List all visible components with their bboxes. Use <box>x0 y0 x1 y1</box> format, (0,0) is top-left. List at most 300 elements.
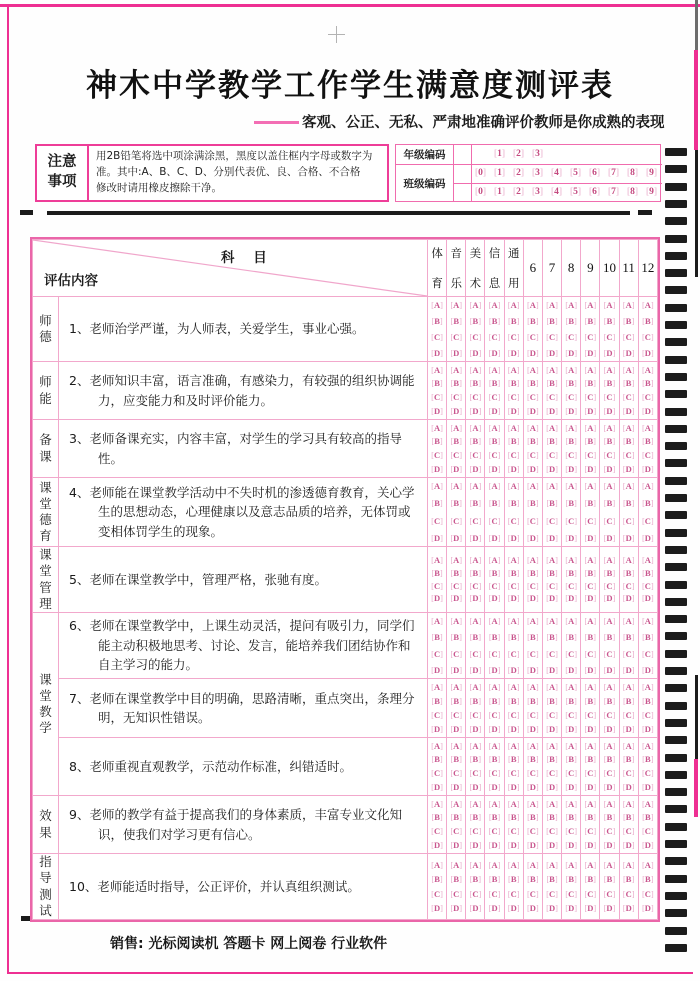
answer-bubble-A[interactable]: [A] <box>622 364 635 375</box>
answer-bubble-C[interactable]: [C] <box>565 768 578 779</box>
answer-bubble-A[interactable]: [A] <box>546 299 558 310</box>
answer-bubble-C[interactable]: [C] <box>546 515 558 526</box>
answer-bubble-B[interactable]: [B] <box>431 812 443 823</box>
answer-bubble-B[interactable]: [B] <box>584 695 596 706</box>
answer-bubble-C[interactable]: [C] <box>507 392 520 403</box>
class-code-bubble-4[interactable]: [ 4 ] <box>550 187 563 197</box>
answer-bubble-B[interactable]: [B] <box>527 378 539 389</box>
answer-bubble-B[interactable]: [B] <box>488 812 501 823</box>
answer-bubble-C[interactable]: [C] <box>526 515 539 526</box>
answer-bubble-C[interactable]: [C] <box>584 709 597 720</box>
answer-bubble-C[interactable]: [C] <box>622 515 635 526</box>
answer-bubble-B[interactable]: [B] <box>527 874 539 884</box>
answer-bubble-D[interactable]: [D] <box>565 347 578 358</box>
answer-bubble-C[interactable]: [C] <box>431 392 443 403</box>
answer-bubble-D[interactable]: [D] <box>584 405 597 416</box>
answer-bubble-A[interactable]: [A] <box>584 798 597 809</box>
answer-bubble-A[interactable]: [A] <box>526 422 539 433</box>
answer-bubble-A[interactable]: [A] <box>641 480 654 491</box>
answer-bubble-D[interactable]: [D] <box>507 839 520 850</box>
answer-bubble-B[interactable]: [B] <box>431 436 443 447</box>
answer-bubble-B[interactable]: [B] <box>488 315 501 326</box>
answer-bubble-A[interactable]: [A] <box>450 681 463 692</box>
answer-bubble-A[interactable]: [A] <box>431 555 443 565</box>
answer-bubble-C[interactable]: [C] <box>565 515 578 526</box>
answer-bubble-C[interactable]: [C] <box>584 580 597 591</box>
answer-bubble-B[interactable]: [B] <box>469 695 482 706</box>
answer-bubble-B[interactable]: [B] <box>450 632 462 642</box>
answer-bubble-B[interactable]: [B] <box>642 632 654 642</box>
answer-bubble-B[interactable]: [B] <box>508 436 520 447</box>
answer-bubble-D[interactable]: [D] <box>431 463 443 474</box>
answer-bubble-C[interactable]: [C] <box>431 888 443 899</box>
answer-bubble-C[interactable]: [C] <box>469 648 482 659</box>
answer-bubble-B[interactable]: [B] <box>546 498 558 508</box>
answer-bubble-A[interactable]: [A] <box>584 364 597 375</box>
answer-bubble-D[interactable]: [D] <box>603 463 616 474</box>
answer-bubble-D[interactable]: [D] <box>565 533 578 543</box>
class-code-bubble-6[interactable]: [ 6 ] <box>588 187 601 197</box>
answer-bubble-A[interactable]: [A] <box>546 364 558 375</box>
answer-bubble-C[interactable]: [C] <box>488 331 501 342</box>
answer-bubble-C[interactable]: [C] <box>603 648 616 659</box>
answer-bubble-D[interactable]: [D] <box>565 781 578 792</box>
answer-bubble-C[interactable]: [C] <box>603 331 616 342</box>
answer-bubble-B[interactable]: [B] <box>450 498 462 508</box>
answer-bubble-C[interactable]: [C] <box>641 392 654 403</box>
answer-bubble-B[interactable]: [B] <box>527 632 539 642</box>
answer-bubble-B[interactable]: [B] <box>546 874 558 884</box>
answer-bubble-B[interactable]: [B] <box>450 874 462 884</box>
answer-bubble-A[interactable]: [A] <box>546 740 558 751</box>
answer-bubble-A[interactable]: [A] <box>565 681 578 692</box>
answer-bubble-C[interactable]: [C] <box>526 580 539 591</box>
answer-bubble-C[interactable]: [C] <box>488 648 501 659</box>
answer-bubble-B[interactable]: [B] <box>603 695 616 706</box>
answer-bubble-B[interactable]: [B] <box>622 567 635 578</box>
answer-bubble-A[interactable]: [A] <box>526 615 539 626</box>
answer-bubble-A[interactable]: [A] <box>603 615 616 626</box>
answer-bubble-D[interactable]: [D] <box>507 781 520 792</box>
answer-bubble-C[interactable]: [C] <box>526 392 539 403</box>
answer-bubble-C[interactable]: [C] <box>488 450 501 461</box>
answer-bubble-B[interactable]: [B] <box>431 874 443 884</box>
answer-bubble-A[interactable]: [A] <box>565 740 578 751</box>
answer-bubble-A[interactable]: [A] <box>622 555 635 565</box>
answer-bubble-D[interactable]: [D] <box>450 781 463 792</box>
answer-bubble-A[interactable]: [A] <box>526 480 539 491</box>
answer-bubble-D[interactable]: [D] <box>431 665 443 675</box>
answer-bubble-C[interactable]: [C] <box>450 331 463 342</box>
answer-bubble-D[interactable]: [D] <box>526 405 539 416</box>
answer-bubble-C[interactable]: [C] <box>507 450 520 461</box>
answer-bubble-B[interactable]: [B] <box>642 498 654 508</box>
answer-bubble-C[interactable]: [C] <box>469 450 482 461</box>
answer-bubble-A[interactable]: [A] <box>488 422 501 433</box>
answer-bubble-A[interactable]: [A] <box>565 615 578 626</box>
answer-bubble-D[interactable]: [D] <box>526 463 539 474</box>
answer-bubble-D[interactable]: [D] <box>565 593 578 604</box>
answer-bubble-D[interactable]: [D] <box>488 593 501 604</box>
answer-bubble-B[interactable]: [B] <box>584 754 596 765</box>
answer-bubble-D[interactable]: [D] <box>526 903 539 913</box>
answer-bubble-A[interactable]: [A] <box>526 555 539 565</box>
answer-bubble-B[interactable]: [B] <box>622 754 635 765</box>
answer-bubble-A[interactable]: [A] <box>603 299 616 310</box>
answer-bubble-C[interactable]: [C] <box>584 450 597 461</box>
answer-bubble-A[interactable]: [A] <box>469 480 482 491</box>
class-code-bubble-7[interactable]: [ 7 ] <box>607 187 620 197</box>
answer-bubble-B[interactable]: [B] <box>488 874 501 884</box>
answer-bubble-B[interactable]: [B] <box>584 436 596 447</box>
answer-bubble-C[interactable]: [C] <box>565 331 578 342</box>
answer-bubble-C[interactable]: [C] <box>641 888 654 899</box>
answer-bubble-B[interactable]: [B] <box>469 754 482 765</box>
answer-bubble-D[interactable]: [D] <box>546 533 558 543</box>
answer-bubble-A[interactable]: [A] <box>641 555 654 565</box>
answer-bubble-D[interactable]: [D] <box>565 903 578 913</box>
answer-bubble-D[interactable]: [D] <box>622 593 635 604</box>
answer-bubble-B[interactable]: [B] <box>508 754 520 765</box>
answer-bubble-C[interactable]: [C] <box>546 826 558 837</box>
answer-bubble-C[interactable]: [C] <box>526 826 539 837</box>
answer-bubble-B[interactable]: [B] <box>431 632 443 642</box>
answer-bubble-A[interactable]: [A] <box>526 681 539 692</box>
answer-bubble-B[interactable]: [B] <box>546 754 558 765</box>
answer-bubble-C[interactable]: [C] <box>565 648 578 659</box>
answer-bubble-C[interactable]: [C] <box>469 709 482 720</box>
answer-bubble-C[interactable]: [C] <box>507 826 520 837</box>
answer-bubble-A[interactable]: [A] <box>469 681 482 692</box>
answer-bubble-C[interactable]: [C] <box>584 826 597 837</box>
answer-bubble-B[interactable]: [B] <box>469 812 482 823</box>
answer-bubble-A[interactable]: [A] <box>603 740 616 751</box>
answer-bubble-B[interactable]: [B] <box>527 436 539 447</box>
answer-bubble-A[interactable]: [A] <box>431 615 443 626</box>
answer-bubble-C[interactable]: [C] <box>622 648 635 659</box>
answer-bubble-A[interactable]: [A] <box>622 681 635 692</box>
answer-bubble-D[interactable]: [D] <box>603 533 616 543</box>
answer-bubble-C[interactable]: [C] <box>488 392 501 403</box>
answer-bubble-D[interactable]: [D] <box>641 723 654 734</box>
answer-bubble-D[interactable]: [D] <box>546 347 558 358</box>
answer-bubble-D[interactable]: [D] <box>507 347 520 358</box>
answer-bubble-B[interactable]: [B] <box>584 632 596 642</box>
answer-bubble-A[interactable]: [A] <box>546 615 558 626</box>
answer-bubble-B[interactable]: [B] <box>642 436 654 447</box>
answer-bubble-D[interactable]: [D] <box>450 533 463 543</box>
answer-bubble-B[interactable]: [B] <box>584 498 596 508</box>
answer-bubble-B[interactable]: [B] <box>642 315 654 326</box>
answer-bubble-A[interactable]: [A] <box>450 555 463 565</box>
answer-bubble-B[interactable]: [B] <box>488 378 501 389</box>
answer-bubble-D[interactable]: [D] <box>469 665 482 675</box>
answer-bubble-A[interactable]: [A] <box>450 299 463 310</box>
answer-bubble-C[interactable]: [C] <box>526 768 539 779</box>
answer-bubble-A[interactable]: [A] <box>507 798 520 809</box>
answer-bubble-D[interactable]: [D] <box>603 347 616 358</box>
answer-bubble-D[interactable]: [D] <box>469 903 482 913</box>
answer-bubble-A[interactable]: [A] <box>603 798 616 809</box>
answer-bubble-B[interactable]: [B] <box>642 378 654 389</box>
answer-bubble-C[interactable]: [C] <box>584 648 597 659</box>
answer-bubble-A[interactable]: [A] <box>450 364 463 375</box>
answer-bubble-A[interactable]: [A] <box>469 422 482 433</box>
answer-bubble-C[interactable]: [C] <box>507 580 520 591</box>
answer-bubble-D[interactable]: [D] <box>584 593 597 604</box>
class-code-bubble-4[interactable]: [ 4 ] <box>550 168 563 178</box>
answer-bubble-A[interactable]: [A] <box>507 364 520 375</box>
answer-bubble-C[interactable]: [C] <box>603 826 616 837</box>
answer-bubble-B[interactable]: [B] <box>546 567 558 578</box>
answer-bubble-C[interactable]: [C] <box>507 888 520 899</box>
answer-bubble-C[interactable]: [C] <box>603 580 616 591</box>
grade-code-bubble-3[interactable]: [ 3 ] <box>531 149 544 159</box>
answer-bubble-B[interactable]: [B] <box>603 874 616 884</box>
answer-bubble-C[interactable]: [C] <box>622 392 635 403</box>
answer-bubble-C[interactable]: [C] <box>450 392 463 403</box>
answer-bubble-B[interactable]: [B] <box>546 812 558 823</box>
answer-bubble-C[interactable]: [C] <box>603 450 616 461</box>
answer-bubble-C[interactable]: [C] <box>469 888 482 899</box>
answer-bubble-A[interactable]: [A] <box>641 798 654 809</box>
answer-bubble-D[interactable]: [D] <box>526 533 539 543</box>
answer-bubble-D[interactable]: [D] <box>431 405 443 416</box>
answer-bubble-C[interactable]: [C] <box>641 768 654 779</box>
class-code-bubble-8[interactable]: [ 8 ] <box>626 168 639 178</box>
answer-bubble-A[interactable]: [A] <box>431 299 443 310</box>
answer-bubble-C[interactable]: [C] <box>622 450 635 461</box>
answer-bubble-D[interactable]: [D] <box>603 903 616 913</box>
answer-bubble-C[interactable]: [C] <box>450 450 463 461</box>
answer-bubble-D[interactable]: [D] <box>603 405 616 416</box>
answer-bubble-A[interactable]: [A] <box>603 681 616 692</box>
answer-bubble-B[interactable]: [B] <box>642 695 654 706</box>
answer-bubble-C[interactable]: [C] <box>641 450 654 461</box>
answer-bubble-A[interactable]: [A] <box>507 740 520 751</box>
answer-bubble-C[interactable]: [C] <box>431 515 443 526</box>
answer-bubble-A[interactable]: [A] <box>546 859 558 870</box>
answer-bubble-D[interactable]: [D] <box>469 839 482 850</box>
answer-bubble-B[interactable]: [B] <box>565 378 577 389</box>
answer-bubble-C[interactable]: [C] <box>450 648 463 659</box>
answer-bubble-D[interactable]: [D] <box>641 533 654 543</box>
class-code-bubble-9[interactable]: [ 9 ] <box>645 187 658 197</box>
answer-bubble-D[interactable]: [D] <box>507 665 520 675</box>
answer-bubble-C[interactable]: [C] <box>641 515 654 526</box>
answer-bubble-D[interactable]: [D] <box>450 723 463 734</box>
answer-bubble-B[interactable]: [B] <box>488 436 501 447</box>
answer-bubble-A[interactable]: [A] <box>507 555 520 565</box>
answer-bubble-D[interactable]: [D] <box>584 533 597 543</box>
class-code-bubble-5[interactable]: [ 5 ] <box>569 187 582 197</box>
answer-bubble-B[interactable]: [B] <box>546 436 558 447</box>
answer-bubble-A[interactable]: [A] <box>431 480 443 491</box>
answer-bubble-A[interactable]: [A] <box>469 555 482 565</box>
answer-bubble-D[interactable]: [D] <box>431 781 443 792</box>
answer-bubble-A[interactable]: [A] <box>431 681 443 692</box>
answer-bubble-D[interactable]: [D] <box>450 665 463 675</box>
answer-bubble-D[interactable]: [D] <box>431 593 443 604</box>
answer-bubble-C[interactable]: [C] <box>450 888 463 899</box>
answer-bubble-D[interactable]: [D] <box>546 665 558 675</box>
answer-bubble-D[interactable]: [D] <box>584 781 597 792</box>
answer-bubble-A[interactable]: [A] <box>565 798 578 809</box>
answer-bubble-A[interactable]: [A] <box>584 422 597 433</box>
answer-bubble-A[interactable]: [A] <box>469 798 482 809</box>
answer-bubble-B[interactable]: [B] <box>431 378 443 389</box>
answer-bubble-A[interactable]: [A] <box>641 740 654 751</box>
answer-bubble-B[interactable]: [B] <box>527 754 539 765</box>
class-code-bubble-1[interactable]: [ 1 ] <box>493 168 506 178</box>
answer-bubble-D[interactable]: [D] <box>450 903 463 913</box>
class-code-bubble-3[interactable]: [ 3 ] <box>531 187 544 197</box>
answer-bubble-C[interactable]: [C] <box>507 515 520 526</box>
answer-bubble-B[interactable]: [B] <box>450 695 462 706</box>
answer-bubble-C[interactable]: [C] <box>584 888 597 899</box>
answer-bubble-A[interactable]: [A] <box>603 555 616 565</box>
answer-bubble-B[interactable]: [B] <box>488 498 501 508</box>
answer-bubble-C[interactable]: [C] <box>603 709 616 720</box>
answer-bubble-A[interactable]: [A] <box>546 555 558 565</box>
answer-bubble-B[interactable]: [B] <box>431 567 443 578</box>
answer-bubble-C[interactable]: [C] <box>488 888 501 899</box>
answer-bubble-D[interactable]: [D] <box>469 405 482 416</box>
answer-bubble-B[interactable]: [B] <box>508 874 520 884</box>
answer-bubble-B[interactable]: [B] <box>527 567 539 578</box>
answer-bubble-B[interactable]: [B] <box>431 695 443 706</box>
answer-bubble-A[interactable]: [A] <box>507 299 520 310</box>
answer-bubble-C[interactable]: [C] <box>469 331 482 342</box>
answer-bubble-D[interactable]: [D] <box>526 347 539 358</box>
answer-bubble-A[interactable]: [A] <box>546 798 558 809</box>
answer-bubble-C[interactable]: [C] <box>546 888 558 899</box>
answer-bubble-D[interactable]: [D] <box>584 903 597 913</box>
answer-bubble-C[interactable]: [C] <box>622 709 635 720</box>
answer-bubble-B[interactable]: [B] <box>603 436 616 447</box>
answer-bubble-A[interactable]: [A] <box>565 299 578 310</box>
answer-bubble-B[interactable]: [B] <box>565 874 577 884</box>
answer-bubble-B[interactable]: [B] <box>565 436 577 447</box>
answer-bubble-D[interactable]: [D] <box>603 723 616 734</box>
answer-bubble-C[interactable]: [C] <box>450 768 463 779</box>
answer-bubble-C[interactable]: [C] <box>641 331 654 342</box>
answer-bubble-B[interactable]: [B] <box>450 754 462 765</box>
answer-bubble-D[interactable]: [D] <box>546 723 558 734</box>
answer-bubble-C[interactable]: [C] <box>469 826 482 837</box>
answer-bubble-A[interactable]: [A] <box>622 480 635 491</box>
answer-bubble-A[interactable]: [A] <box>603 480 616 491</box>
answer-bubble-C[interactable]: [C] <box>565 826 578 837</box>
answer-bubble-D[interactable]: [D] <box>641 903 654 913</box>
answer-bubble-B[interactable]: [B] <box>488 754 501 765</box>
answer-bubble-B[interactable]: [B] <box>527 498 539 508</box>
answer-bubble-A[interactable]: [A] <box>622 859 635 870</box>
answer-bubble-C[interactable]: [C] <box>526 331 539 342</box>
answer-bubble-B[interactable]: [B] <box>603 498 616 508</box>
answer-bubble-D[interactable]: [D] <box>469 593 482 604</box>
answer-bubble-C[interactable]: [C] <box>603 888 616 899</box>
answer-bubble-A[interactable]: [A] <box>526 740 539 751</box>
answer-bubble-A[interactable]: [A] <box>584 859 597 870</box>
answer-bubble-B[interactable]: [B] <box>603 378 616 389</box>
answer-bubble-B[interactable]: [B] <box>642 567 654 578</box>
answer-bubble-B[interactable]: [B] <box>546 632 558 642</box>
answer-bubble-D[interactable]: [D] <box>469 723 482 734</box>
answer-bubble-C[interactable]: [C] <box>431 331 443 342</box>
answer-bubble-A[interactable]: [A] <box>526 364 539 375</box>
answer-bubble-C[interactable]: [C] <box>546 768 558 779</box>
answer-bubble-C[interactable]: [C] <box>469 515 482 526</box>
answer-bubble-A[interactable]: [A] <box>584 681 597 692</box>
answer-bubble-C[interactable]: [C] <box>546 450 558 461</box>
answer-bubble-B[interactable]: [B] <box>508 315 520 326</box>
answer-bubble-A[interactable]: [A] <box>488 740 501 751</box>
answer-bubble-B[interactable]: [B] <box>565 315 577 326</box>
answer-bubble-C[interactable]: [C] <box>469 768 482 779</box>
answer-bubble-B[interactable]: [B] <box>565 498 577 508</box>
answer-bubble-D[interactable]: [D] <box>488 903 501 913</box>
answer-bubble-C[interactable]: [C] <box>546 392 558 403</box>
answer-bubble-B[interactable]: [B] <box>450 315 462 326</box>
answer-bubble-C[interactable]: [C] <box>546 331 558 342</box>
answer-bubble-C[interactable]: [C] <box>526 709 539 720</box>
answer-bubble-A[interactable]: [A] <box>584 299 597 310</box>
answer-bubble-A[interactable]: [A] <box>469 859 482 870</box>
answer-bubble-D[interactable]: [D] <box>469 533 482 543</box>
answer-bubble-C[interactable]: [C] <box>603 392 616 403</box>
answer-bubble-D[interactable]: [D] <box>603 839 616 850</box>
answer-bubble-B[interactable]: [B] <box>508 812 520 823</box>
answer-bubble-D[interactable]: [D] <box>488 781 501 792</box>
answer-bubble-B[interactable]: [B] <box>565 754 577 765</box>
grade-code-bubble-2[interactable]: [ 2 ] <box>512 149 525 159</box>
answer-bubble-D[interactable]: [D] <box>488 839 501 850</box>
answer-bubble-B[interactable]: [B] <box>622 436 635 447</box>
answer-bubble-A[interactable]: [A] <box>507 681 520 692</box>
class-code-bubble-6[interactable]: [ 6 ] <box>588 168 601 178</box>
answer-bubble-A[interactable]: [A] <box>565 859 578 870</box>
answer-bubble-A[interactable]: [A] <box>546 681 558 692</box>
answer-bubble-C[interactable]: [C] <box>546 709 558 720</box>
answer-bubble-B[interactable]: [B] <box>527 695 539 706</box>
answer-bubble-B[interactable]: [B] <box>431 315 443 326</box>
answer-bubble-D[interactable]: [D] <box>584 839 597 850</box>
answer-bubble-D[interactable]: [D] <box>641 405 654 416</box>
answer-bubble-D[interactable]: [D] <box>622 463 635 474</box>
answer-bubble-C[interactable]: [C] <box>584 768 597 779</box>
answer-bubble-D[interactable]: [D] <box>488 405 501 416</box>
answer-bubble-A[interactable]: [A] <box>431 740 443 751</box>
answer-bubble-C[interactable]: [C] <box>603 515 616 526</box>
class-code-bubble-5[interactable]: [ 5 ] <box>569 168 582 178</box>
answer-bubble-C[interactable]: [C] <box>622 888 635 899</box>
answer-bubble-C[interactable]: [C] <box>584 515 597 526</box>
answer-bubble-A[interactable]: [A] <box>526 299 539 310</box>
answer-bubble-B[interactable]: [B] <box>431 754 443 765</box>
answer-bubble-A[interactable]: [A] <box>603 422 616 433</box>
answer-bubble-A[interactable]: [A] <box>622 798 635 809</box>
answer-bubble-D[interactable]: [D] <box>565 665 578 675</box>
answer-bubble-B[interactable]: [B] <box>622 498 635 508</box>
answer-bubble-A[interactable]: [A] <box>546 480 558 491</box>
answer-bubble-D[interactable]: [D] <box>469 463 482 474</box>
answer-bubble-A[interactable]: [A] <box>603 364 616 375</box>
answer-bubble-B[interactable]: [B] <box>527 812 539 823</box>
answer-bubble-C[interactable]: [C] <box>488 580 501 591</box>
answer-bubble-D[interactable]: [D] <box>507 593 520 604</box>
answer-bubble-B[interactable]: [B] <box>584 812 596 823</box>
